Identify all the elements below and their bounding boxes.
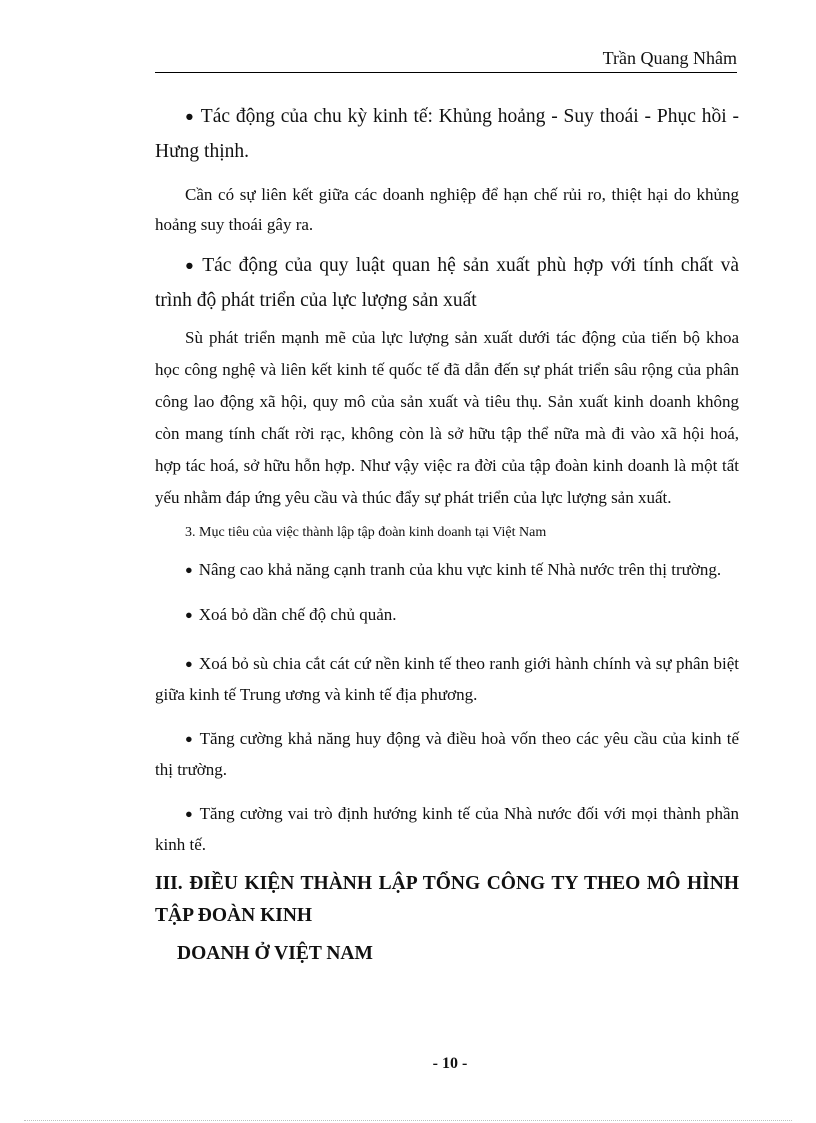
bullet-abolish-management: ● Xoá bỏ dần chế độ chủ quản.	[155, 600, 739, 631]
bullet-paragraph-production-law: ● Tác động của quy luật quan hệ sản xuất phù hợp với tính chất và trình độ phát triển của lực lượng sản xuất	[155, 249, 739, 318]
page-footer	[0, 1055, 816, 1073]
section-subheading-goals: 3. Mục tiêu của việc thành lập tập đoàn kinh doanh tại Việt Nam	[185, 525, 547, 540]
bullet-paragraph-business-cycle: ● Tác động của chu kỳ kinh tế: Khủng hoảng - Suy thoái - Phục hồi - Hưng thịnh.	[155, 100, 739, 169]
header-author: Trần Quang Nhâm	[602, 48, 737, 68]
bullet-state-role: ● Tăng cường vai trò định hướng kinh tế của Nhà nước đối với mọi thành phần kinh tế.	[155, 799, 739, 860]
bullet-abolish-division: ● Xoá bỏ sù chia cắt cát cứ nền kinh tế theo ranh giới hành chính và sự phân biệt giữa kinh tế Trung ương và kinh tế địa phương.	[155, 649, 739, 710]
page-bottom-border	[24, 1120, 792, 1121]
section-heading-iii-continued: DOANH Ở VIỆT NAM	[177, 943, 373, 964]
section-heading-iii: III. ĐIỀU KIỆN THÀNH LẬP TỔNG CÔNG TY THEO MÔ HÌNH TẬP ĐOÀN KINH	[155, 873, 739, 926]
page-body	[155, 100, 739, 970]
paragraph-development: Sù phát triển mạnh mẽ của lực lượng sản xuất dưới tác động của tiến bộ khoa học công nghệ và liên kết kinh tế quốc tế đã dẫn đến sự phát triển sâu rộng của phân công lao động xã hội, quy mô của sản xuất và tiêu thụ. Sản xuất kinh doanh không còn mang tính chất rời rạc, không còn là sở hữu tập thể nữa mà đi vào xã hội hoá, hợp tác hoá, sở hữu hỗn hợp. Như vậy việc ra đời của tập đoàn kinh doanh là một tất yếu nhằm đáp ứng yêu cầu và thúc đẩy sự phát triển của lực lượng sản xuất.	[155, 328, 739, 507]
page-number: - 10 -	[432, 1055, 468, 1072]
paragraph-linkage-need: Cần có sự liên kết giữa các doanh nghiệp để hạn chế rủi ro, thiệt hại do khủng hoảng suy thoái gây ra.	[155, 185, 739, 234]
bullet-capital-mobilization: ● Tăng cường khả năng huy động và điều hoà vốn theo các yêu cầu của kinh tế thị trường.	[155, 724, 739, 785]
bullet-competitiveness: ● Nâng cao khả năng cạnh tranh của khu vực kinh tế Nhà nước trên thị trường.	[155, 555, 739, 586]
page-header	[155, 46, 737, 73]
